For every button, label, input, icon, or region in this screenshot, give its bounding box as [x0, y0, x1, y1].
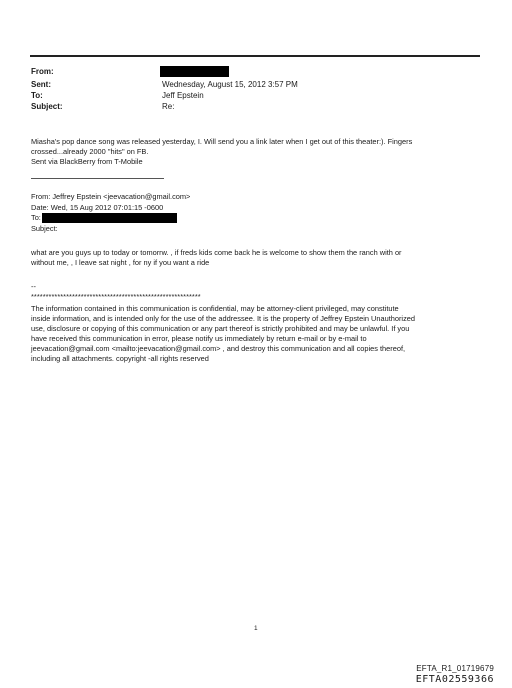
subject-label: Subject:	[31, 102, 63, 111]
forwarded-date: Date: Wed, 15 Aug 2012 07:01:15 -0600	[31, 203, 164, 212]
disclaimer-line: have received this communication in error, please notify us immediately by return e-mail or by e-mail to	[31, 334, 367, 343]
disclaimer-line: The information contained in this communication is confidential, may be attorney-client privileged, may constitute	[31, 304, 399, 313]
disclaimer-line: use, disclosure or copying of this communication or any part thereof is strictly prohibited and may be unlawful. If you	[31, 324, 410, 333]
forwarded-to-label: To:	[31, 213, 41, 222]
reply-line: Miasha's pop dance song was released yesterday, I. Will send you a link later when I get out of this theater:). Fingers	[31, 137, 413, 146]
signature-dashes: --	[31, 282, 36, 291]
disclaimer-line: including all attachments. copyright -all rights reserved	[31, 354, 209, 363]
forwarded-from: From: Jeffrey Epstein <jeevacation@gmail.com>	[31, 192, 191, 201]
disclaimer-stars: **********************************************************	[31, 292, 201, 301]
forwarded-subject: Subject:	[31, 224, 58, 233]
to-value: Jeff Epstein	[162, 91, 204, 100]
disclaimer-line: jeevacation@gmail.com <mailto:jeevacation@gmail.com> , and destroy this communication and all copies thereof,	[31, 344, 406, 353]
page-number: 1	[254, 625, 258, 632]
to-redaction	[42, 213, 177, 223]
efta-reference-small: EFTA_R1_01719679	[416, 664, 494, 673]
efta-reference-large: EFTA02559366	[415, 674, 494, 685]
disclaimer-text	[31, 304, 481, 364]
forwarded-body	[31, 248, 481, 268]
reply-line: crossed...already 2000 "hits" on FB.	[31, 147, 149, 156]
from-label: From:	[31, 67, 54, 76]
sent-label: Sent:	[31, 80, 51, 89]
from-redaction	[160, 66, 229, 77]
disclaimer-line: inside information, and is intended only for the use of the addressee. It is the property of Jeffrey Epstein Unauthorized	[31, 314, 415, 323]
forwarded-body-line: what are you guys up to today or tomorrw. , if freds kids come back he is welcome to show them the ranch with or	[31, 248, 402, 257]
forwarded-body-line: without me, , I leave sat night , for ny if you want a ride	[31, 258, 210, 267]
reply-body	[31, 137, 481, 167]
to-label: To:	[31, 91, 43, 100]
separator-rule	[31, 178, 164, 179]
subject-value: Re:	[162, 102, 175, 111]
sent-value: Wednesday, August 15, 2012 3:57 PM	[162, 80, 298, 89]
reply-signature: Sent via BlackBerry from T-Mobile	[31, 157, 143, 166]
header-rule	[30, 55, 480, 57]
